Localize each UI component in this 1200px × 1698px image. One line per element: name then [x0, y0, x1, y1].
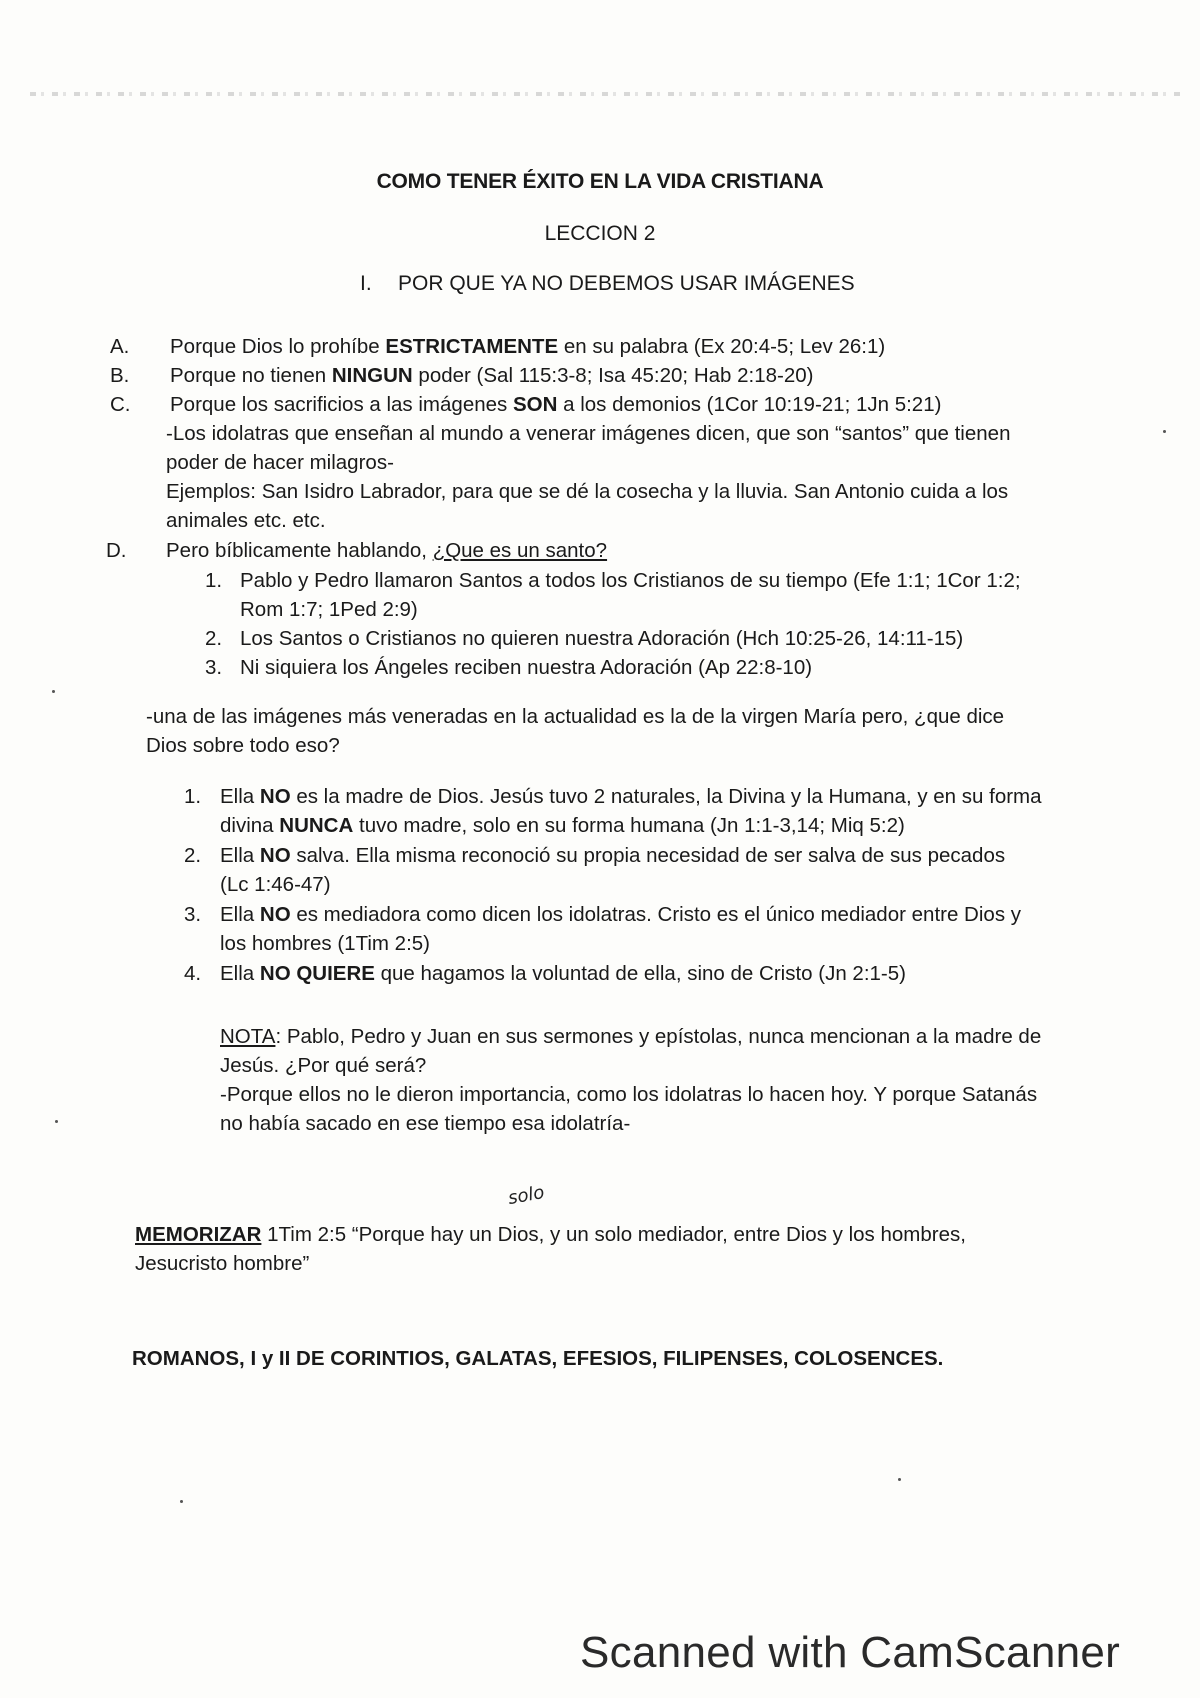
memorize-line2: Jesucristo hombre”	[135, 1252, 310, 1275]
maria-item-3-a: Ella	[220, 903, 260, 926]
maria-item-3-line2: los hombres (1Tim 2:5)	[220, 932, 430, 955]
maria-item-1-d: divina	[220, 814, 280, 837]
maria-item-4-c: que hagamos la voluntad de ella, sino de Cristo (Jn 2:1-5)	[374, 962, 906, 985]
maria-item-1-c: es la madre de Dios. Jesús tuvo 2 naturales, la Divina y la Humana, y en su forma	[290, 785, 1042, 808]
maria-item-2-line2: (Lc 1:46-47)	[220, 873, 331, 896]
point-a-bold: ESTRICTAMENTE	[385, 335, 559, 358]
point-c-text	[170, 390, 941, 420]
santo-item-1-line2: Rom 1:7; 1Ped 2:9)	[240, 598, 418, 621]
nota-text: : Pablo, Pedro y Juan en sus sermones y epístolas, nunca mencionan a la madre de	[275, 1025, 1042, 1048]
maria-item-4-a: Ella	[220, 962, 260, 985]
point-a-text	[170, 332, 885, 362]
scan-speck	[898, 1478, 901, 1481]
point-b-part1: Porque no tienen	[170, 364, 332, 387]
point-d-marker: D.	[106, 539, 127, 562]
maria-item-2-a: Ella	[220, 844, 260, 867]
point-c-marker: C.	[110, 393, 131, 416]
nota-label: NOTA	[220, 1025, 276, 1048]
handwritten-annotation: solo	[506, 1181, 546, 1210]
nota-line2: Jesús. ¿Por qué será?	[220, 1054, 427, 1077]
point-b-part2: poder (Sal 115:3-8; Isa 45:20; Hab 2:18-20)	[412, 364, 814, 387]
santo-item-1-number: 1.	[205, 569, 223, 592]
point-d-text	[166, 536, 607, 566]
maria-item-2-line1	[220, 841, 1005, 871]
santo-item-3-line1: Ni siquiera los Ángeles reciben nuestra Adoración (Ap 22:8-10)	[240, 656, 813, 679]
maria-item-1-line2	[220, 811, 905, 841]
point-c-example-line1: Ejemplos: San Isidro Labrador, para que se dé la cosecha y la lluvia. San Antonio cuida a los	[166, 480, 1009, 503]
santo-item-2-line1: Los Santos o Cristianos no quieren nuestra Adoración (Hch 10:25-26, 14:11-15)	[240, 627, 964, 650]
maria-item-1-bold: NO	[259, 785, 291, 808]
santo-item-1-line1: Pablo y Pedro llamaron Santos a todos los Cristianos de su tiempo (Efe 1:1; 1Cor 1:2;	[240, 569, 1021, 592]
nota-line4: no había sacado en ese tiempo esa idolatría-	[220, 1112, 631, 1135]
maria-item-4-bold: NO QUIERE	[259, 962, 375, 985]
scan-artifact-line	[30, 92, 1180, 96]
point-c-note-line2: poder de hacer milagros-	[166, 451, 394, 474]
lesson-label: LECCION 2	[544, 222, 656, 245]
section-heading	[360, 272, 855, 296]
camscanner-watermark: Scanned with CamScanner	[580, 1628, 1121, 1677]
maria-item-2-number: 2.	[184, 844, 202, 867]
maria-intro-line1: -una de las imágenes más veneradas en la actualidad es la de la virgen María pero, ¿que dice	[146, 705, 1005, 728]
santo-item-2-number: 2.	[205, 627, 223, 650]
section-title: POR QUE YA NO DEBEMOS USAR IMÁGENES	[398, 272, 855, 295]
memorize-verse: 1Tim 2:5 “Porque hay un Dios, y un solo mediador, entre Dios y los hombres,	[261, 1223, 966, 1246]
point-c-part2: a los demonios (1Cor 10:19-21; 1Jn 5:21)	[557, 393, 942, 416]
maria-item-1-f: tuvo madre, solo en su forma humana (Jn 1:1-3,14; Miq 5:2)	[353, 814, 905, 837]
scan-speck	[55, 1120, 58, 1123]
maria-item-1-a: Ella	[220, 785, 260, 808]
maria-item-1-bold2: NUNCA	[279, 814, 354, 837]
point-c-bold: SON	[512, 393, 558, 416]
maria-item-4-number: 4.	[184, 962, 202, 985]
books-list: ROMANOS, I y II DE CORINTIOS, GALATAS, EFESIOS, FILIPENSES, COLOSENCES.	[132, 1347, 944, 1370]
point-d-question: ¿Que es un santo?	[432, 539, 608, 562]
maria-item-3-number: 3.	[184, 903, 202, 926]
point-c-example-line2: animales etc. etc.	[166, 509, 326, 532]
maria-intro-line2: Dios sobre todo eso?	[146, 734, 340, 757]
point-c-part1: Porque los sacrificios a las imágenes	[170, 393, 513, 416]
memorize-line1	[135, 1220, 966, 1250]
document-title: COMO TENER ÉXITO EN LA VIDA CRISTIANA	[376, 170, 824, 193]
memorize-label: MEMORIZAR	[135, 1223, 262, 1246]
nota-line3: -Porque ellos no le dieron importancia, como los idolatras lo hacen hoy. Y porque Satanás	[220, 1083, 1038, 1106]
point-d-part1: Pero bíblicamente hablando,	[166, 539, 433, 562]
point-a-marker: A.	[110, 335, 130, 358]
maria-item-3-c: es mediadora como dicen los idolatras. Cristo es el único mediador entre Dios y	[290, 903, 1022, 926]
maria-item-2-bold: NO	[259, 844, 291, 867]
point-a-part1: Porque Dios lo prohíbe	[170, 335, 386, 358]
section-numeral: I.	[360, 272, 372, 295]
point-b-bold: NINGUN	[331, 364, 413, 387]
point-c-note-line1: -Los idolatras que enseñan al mundo a venerar imágenes dicen, que son “santos” que tienen	[166, 422, 1011, 445]
maria-item-2-c: salva. Ella misma reconoció su propia necesidad de ser salva de sus pecados	[290, 844, 1006, 867]
point-b-text	[170, 361, 813, 391]
maria-item-4-line1	[220, 959, 906, 989]
maria-item-1-number: 1.	[184, 785, 202, 808]
santo-item-3-number: 3.	[205, 656, 223, 679]
scan-speck	[1163, 430, 1166, 433]
scan-speck	[52, 690, 55, 693]
point-a-part2: en su palabra (Ex 20:4-5; Lev 26:1)	[558, 335, 886, 358]
scan-speck	[180, 1500, 183, 1503]
maria-item-3-line1	[220, 900, 1021, 930]
maria-item-1-line1	[220, 782, 1042, 812]
maria-item-3-bold: NO	[259, 903, 291, 926]
point-b-marker: B.	[110, 364, 130, 387]
nota-line1	[220, 1022, 1041, 1052]
